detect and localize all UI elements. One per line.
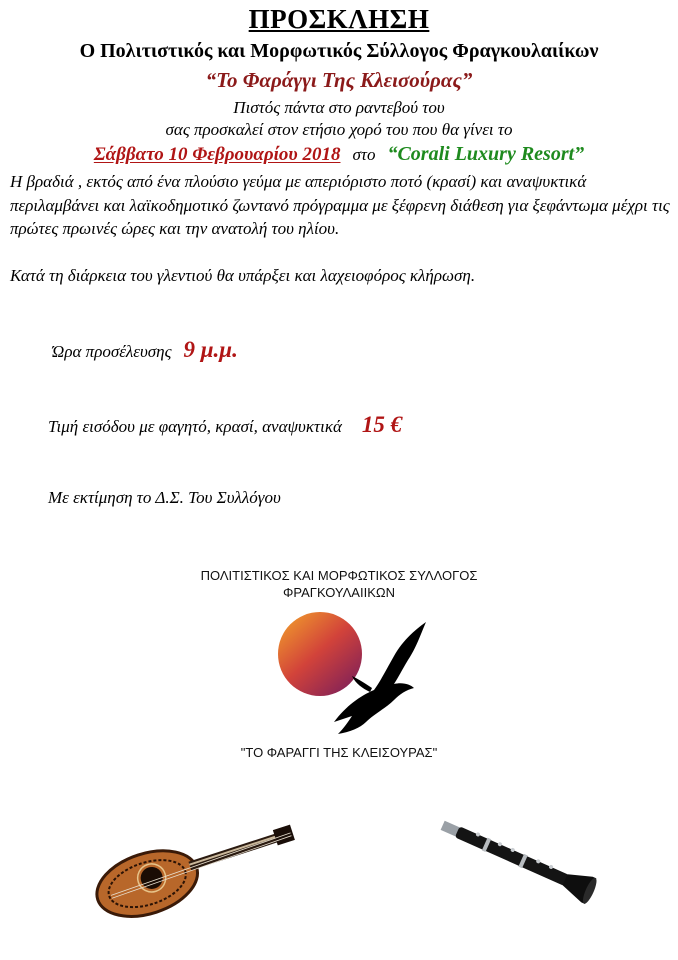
- sun-icon: [278, 612, 362, 696]
- price-label: Τιμή εισόδου με φαγητό, κρασί, αναψυκτικά: [48, 417, 342, 436]
- at-word: στο: [352, 145, 376, 164]
- logo-caption-line2: ΦΡΑΓΚΟΥΛΑΙΙΚΩΝ: [283, 585, 395, 600]
- canyon-name: “Το Φαράγγι Της Κλεισούρας”: [205, 68, 473, 92]
- logo-caption: [0, 567, 678, 601]
- clarinet-icon: [430, 808, 610, 918]
- raffle-paragraph: Κατά τη διάρκεια του γλεντιού θα υπάρξει και λαχειοφόρος κλήρωση.: [10, 266, 476, 285]
- price-row: [48, 412, 402, 438]
- price-value: 15 €: [361, 412, 403, 437]
- regards-line: Με εκτίμηση το Δ.Σ. Του Συλλόγου: [48, 488, 281, 507]
- bouzouki-icon: [88, 818, 303, 918]
- faithful-line: Πιστός πάντα στο ραντεβού του: [233, 98, 445, 117]
- arrival-label: Ώρα προσέλευσης: [52, 342, 172, 361]
- description-paragraph: Η βραδιά , εκτός από ένα πλούσιο γεύμα με απεριόριστο ποτό (κρασί) και αναψυκτικά περιλαμβάνει και λαϊκοδημοτικό ζωντανό πρόγραμμα με ξέφρενη διάθεση για ξεφάντωμα μέχρι τις πρώτες πρωινές ώρες και την ανατολή του ηλίου.: [10, 172, 670, 238]
- logo-caption-line1: ΠΟΛΙΤΙΣΤΙΚΟΣ ΚΑΙ ΜΟΡΦΩΤΙΚΟΣ ΣΥΛΛΟΓΟΣ: [200, 568, 478, 583]
- venue-name: “Corali Luxury Resort”: [387, 143, 585, 165]
- date-line: [0, 143, 678, 166]
- arrival-time-row: [52, 337, 238, 363]
- club-logo: [274, 610, 434, 735]
- invites-line: σας προσκαλεί στον ετήσιο χορό του που θα γίνει το: [165, 120, 513, 139]
- logo-tagline: "ΤΟ ΦΑΡΑΓΓΙ ΤΗΣ ΚΛΕΙΣΟΥΡΑΣ": [240, 745, 438, 760]
- invitation-title: ΠΡΟΣΚΛΗΣΗ: [248, 4, 430, 34]
- event-date: Σάββατο 10 Φεβρουαρίου 2018: [93, 144, 341, 165]
- organization-name: Ο Πολιτιστικός και Μορφωτικός Σύλλογος Φραγκουλαιίκων: [79, 40, 599, 62]
- arrival-value: 9 μ.μ.: [183, 337, 238, 362]
